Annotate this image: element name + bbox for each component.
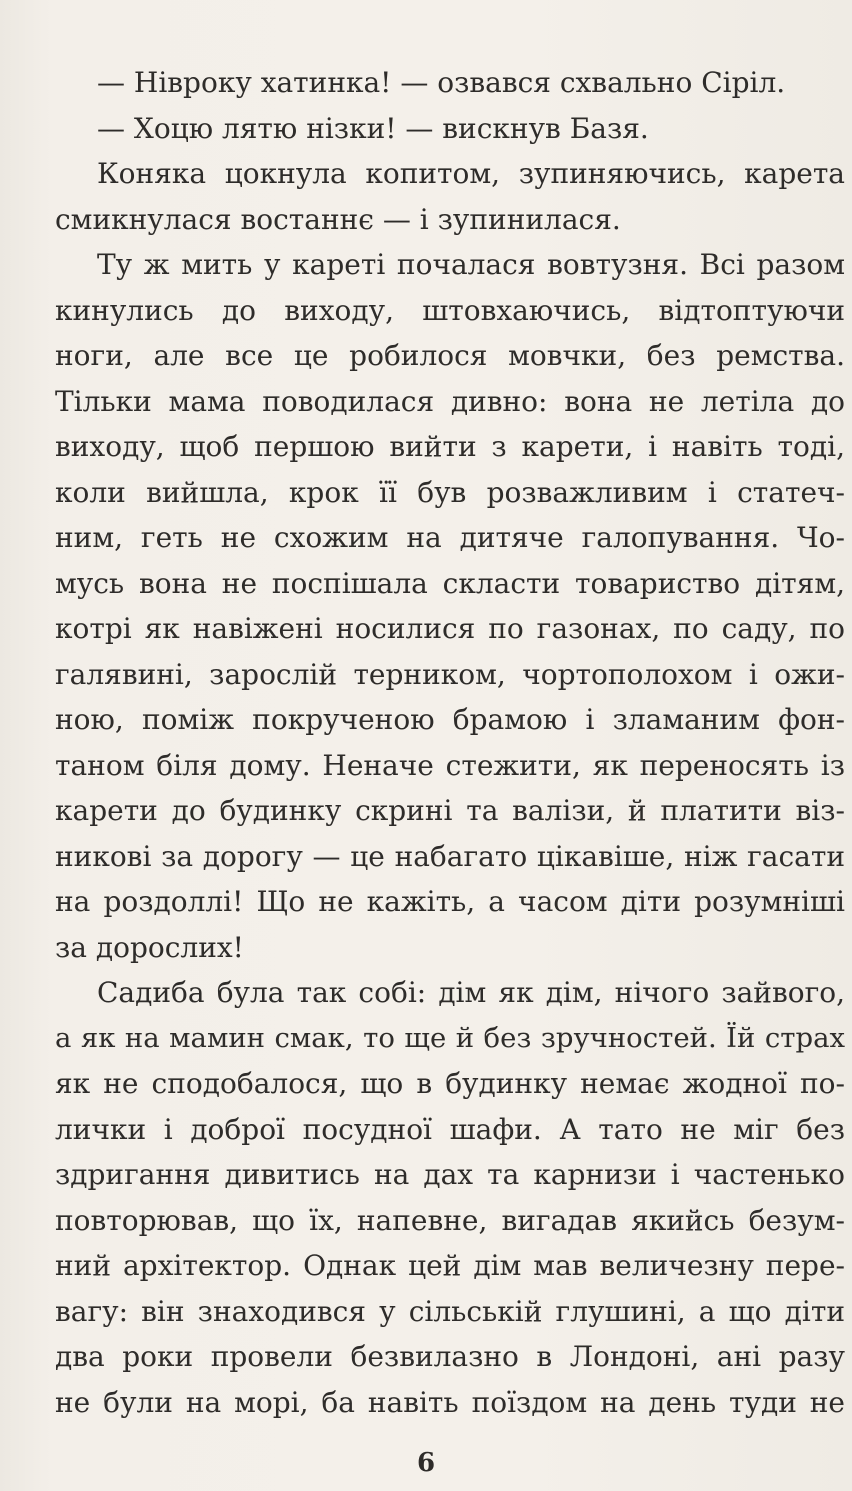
text-line: кинулись до виходу, штовхаючись, відтоптуючи [55,293,845,327]
text-line: здригання дивитись на дах та карнизи і частенько [55,1158,845,1191]
text-line: галявині, зарослій терником, чортополохом і ожи- [55,657,845,691]
text-line: смикнулася востаннє — і зупинилася. [55,202,621,236]
text-line: — Нівроку хатинка! — озвався схвально Сіріл. [97,66,786,99]
page-number: 6 [416,1448,436,1478]
text-line: коли вийшла, крок її був розважливим і статеч- [55,475,845,509]
text-line: ний архітектор. Однак цей дім мав величезну пере- [55,1249,845,1282]
text-line: за дорослих! [55,930,244,964]
text-line: котрі як навіжені носилися по газонах, по саду, по [55,612,845,645]
text-line: не були на морі, ба навіть поїздом на день туди не [55,1385,845,1419]
text-line: никові за дорогу — це набагато цікавіше, ніж гасати [55,839,845,873]
text-line: Садиба була так собі: дім як дім, нічого зайвого, [97,976,845,1009]
text-line: карети до будинку скрині та валізи, й платити віз- [55,794,845,827]
text-line: — Хоцю лятю нізки! — вискнув Базя. [97,111,649,145]
text-line: лички і доброї посудної шафи. А тато не міг без [55,1112,845,1146]
text-line: Коняка цокнула копитом, зупиняючись, карета [97,157,845,190]
text-line: ним, геть не схожим на дитяче галопування. Чо- [55,521,845,554]
text-line: таном біля дому. Неначе стежити, як переносять із [55,748,845,782]
body-text [55,60,845,1425]
text-line: мусь вона не поспішала скласти товариство дітям, [55,566,845,600]
text-line: повторював, що їх, напевне, вигадав якийсь безум- [55,1203,845,1237]
text-line: як не сподобалося, що в будинку немає жодної по- [55,1067,845,1100]
text-line: а як на мамин смак, то ще й без зручностей. Їй страх [55,1021,845,1054]
text-line: виходу, щоб першою вийти з карети, і навіть тоді, [55,430,845,463]
text-line: вагу: він знаходився у сільській глушині, а що діти [55,1294,845,1328]
text-line: ноги, але все це робилося мовчки, без ремства. [55,339,845,372]
text-line: Тільки мама поводилася дивно: вона не летіла до [55,384,845,418]
text-line: на роздоллі! Що не кажіть, а часом діти розумніші [55,885,845,918]
text-line: два роки провели безвилазно в Лондоні, ані разу [55,1340,845,1373]
text-line: ною, поміж покрученою брамою і зламаним фон- [55,703,845,736]
text-line: Ту ж мить у кареті почалася вовтузня. Всі разом [97,248,845,281]
